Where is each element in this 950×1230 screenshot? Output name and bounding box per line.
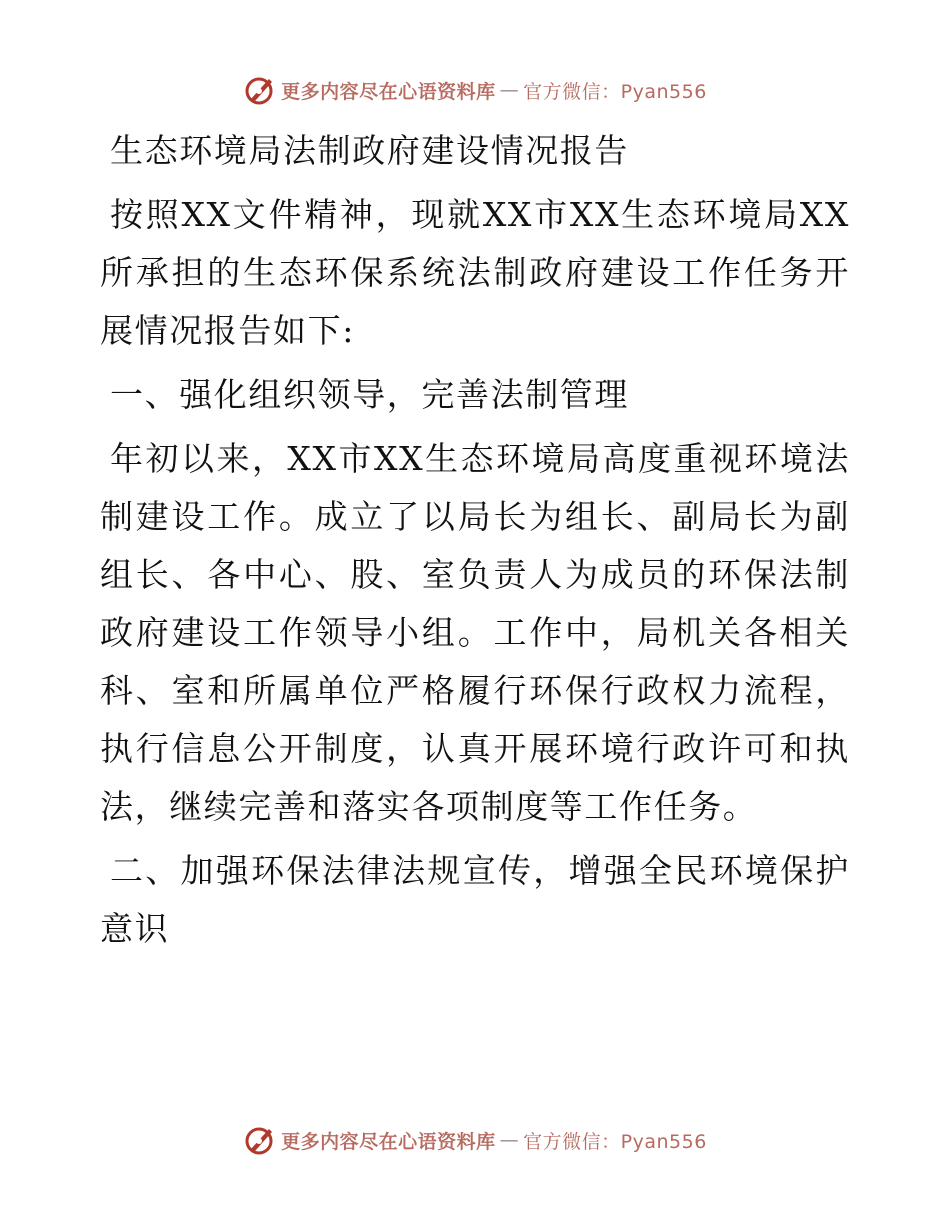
quill-logo-icon	[243, 73, 277, 107]
intro-paragraph: 按照XX文件精神，现就XX市XX生态环境局XX所承担的生态环保系统法制政府建设工作任务开展情况报告如下:	[100, 195, 850, 350]
document-title: 生态环境局法制政府建设情况报告	[110, 131, 629, 170]
document-body	[100, 122, 850, 958]
watermark-wechat: 官方微信：Pyan556	[523, 80, 707, 103]
watermark-text: 更多内容尽在心语资料库	[281, 80, 496, 103]
footer-watermark	[0, 1120, 950, 1160]
section2-heading: 二、加强环保法律法规宣传，增强全民环境保护意识	[100, 851, 850, 948]
section1-heading: 一、强化组织领导，完善法制管理	[110, 375, 629, 414]
section1-body: 年初以来，XX市XX生态环境局高度重视环境法制建设工作。成立了以局长为组长、副局长为副组长、各中心、股、室负责人为成员的环保法制政府建设工作领导小组。工作中，局机关各相关科、室和所属单位严格履行环保行政权力流程，执行信息公开制度，认真开展环境行政许可和执法，继续完善和落实各项制度等工作任务。	[100, 439, 850, 826]
watermark-separator: —	[499, 79, 520, 101]
watermark-wechat: 官方微信：Pyan556	[523, 1130, 707, 1153]
watermark-text: 更多内容尽在心语资料库	[281, 1130, 496, 1153]
quill-logo-icon	[243, 1123, 277, 1157]
header-watermark	[0, 70, 950, 110]
watermark-separator: —	[499, 1129, 520, 1151]
